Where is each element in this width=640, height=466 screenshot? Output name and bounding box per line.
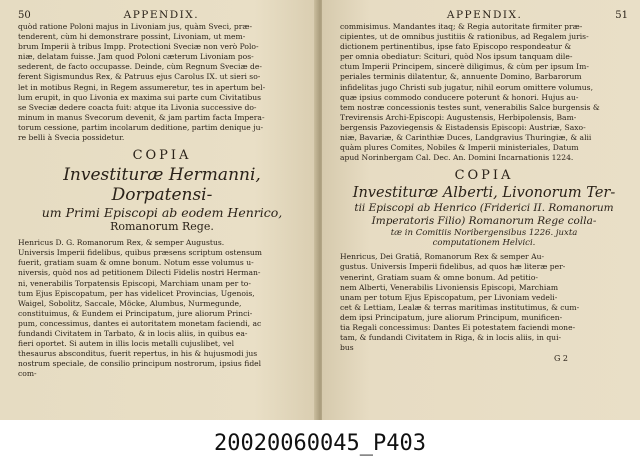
right-paragraph-2-line: dem ipsi Principatum, jure aliorum Principum, munificen- — [340, 312, 563, 322]
right-paragraph-2-line: unam per totum Ejus Episcopatum, per Livoniam vedeli- — [340, 292, 558, 302]
left-paragraph-2-line: pum, concessimus, dantes ei autoritatem monetam faciendi, ac — [18, 318, 262, 328]
left-paragraph-2-line: nostrum speciale, de consilio principum nostrorum, ipsius fidel — [18, 359, 262, 369]
left-paragraph-1-line: lum erupit, in quo Livonia ex maxima sui parte cum Civitatibus — [18, 92, 261, 102]
left-paragraph-1-line: se Sveciæ dedere coacta fuit: atque ita Livonia successive do- — [18, 102, 257, 112]
right-paragraph-2-line: Henricus, Dei Gratiâ, Romanorum Rex & semper Au- — [340, 252, 545, 262]
left-paragraph-1-line: ferent Sigismundus Rex, & Patruus ejus Carolus IX. ut sieri so- — [18, 72, 261, 82]
right-page — [322, 0, 640, 420]
right-paragraph-1-line: Trevirensis Archi-Episcopi: Augustensis, Herbipolensis, Bam- — [340, 112, 577, 122]
left-paragraph-2-line: thesaurus absconditus, fuerit repertus, in his & hujusmodi jus — [18, 349, 258, 359]
left-title-line-1: Investituræ Hermanni, Dorpatensi- — [63, 165, 261, 206]
right-title-line-4: tæ in Comitiis Noribergensibus 1226. juxta — [390, 228, 578, 239]
signature-mark: G 2 — [553, 354, 568, 364]
left-paragraph-1-line: torum cessione, partim incolarum deditione, partim denique ju- — [18, 122, 264, 132]
left-paragraph-1-line: quòd ratione Poloni majus in Livoniam jus, quàm Sveci, præ- — [18, 22, 253, 31]
left-paragraph-2-line: tum Ejus Episcopatum, per has videlicet Provincias, Ugenois, — [18, 288, 255, 298]
left-paragraph-1-line: let in motibus Regni, in Regem assumeretur, tes in apertum bel- — [18, 82, 266, 92]
right-paragraph-2-line: bus — [340, 343, 354, 353]
left-paragraph-2-line: fieri oportet. Si autem in illis locis metalli cujuslibet, vel — [18, 339, 235, 349]
right-paragraph-2-line: gustus. Universis Imperii fidelibus, ad quos hæ literæ per- — [340, 262, 566, 272]
right-paragraph-1-line: cipientes, ut de omnibus justitiis & rationibus, ad Regalem juris- — [340, 32, 589, 42]
right-paragraph-1-line: commisimus. Mandantes itaq; & Regia autoritate firmiter præ- — [340, 22, 583, 31]
right-paragraph-1-line: infidelitas jugo Christi sub jugatur, nihil eorum omittere volumus, — [340, 82, 593, 92]
right-paragraph-1-line: quàm plures Comites, Nobiles & Imperii ministeriales, Datum — [340, 143, 579, 153]
right-running-head — [340, 8, 628, 22]
left-page — [0, 0, 318, 420]
right-title-line-5: computationem Helvici. — [432, 238, 536, 249]
right-paragraph-1-line: bergensis Pazoviegensis & Eistadensis Episcopi: Austriæ, Saxo- — [340, 122, 586, 132]
right-paragraph-1-line: niæ, Bavariæ, & Carinthiæ Duces, Landgravius Thuringiæ, & alii — [340, 133, 592, 143]
left-paragraph-2-line: ni, venerabilis Torpatensis Episcopi, Marchiam unam per to- — [18, 278, 251, 288]
right-title-line-3: Imperatoris Filio) Romanorum Rege colla- — [371, 215, 597, 228]
right-title-line-2: tii Episcopi ab Henrico (Friderici II. Romanorum — [354, 202, 614, 215]
right-paragraph-1-line: periales terminis dilatentur, &, annuente Domino, Barbarorum — [340, 72, 582, 82]
right-paragraph-2-line: nem Alberti, Venerabilis Livoniensis Episcopi, Marchiam — [340, 282, 559, 292]
right-paragraph-2-line: tia Regali concessimus: Dantes Ei potestatem faciendi mone- — [340, 322, 576, 332]
left-paragraph-2-line: constituimus, & Eundem ei Principatum, jure aliorum Princi- — [18, 308, 253, 318]
archive-caption: 20020060045_P403 — [0, 420, 640, 466]
left-paragraph-2-line: Waigel, Sobolitz, Saccale, Möcke, Alumbus, Nurmegunde, — [18, 298, 242, 308]
left-running-head — [18, 8, 306, 22]
right-title-line-1: Investituræ Alberti, Livonorum Ter- — [352, 185, 616, 202]
left-paragraph-2-line: fundandi Civitatem in Tarbato, & in locis aliis, in quibus ea- — [18, 328, 248, 338]
left-paragraph-2-line: Universis Imperii fidelibus, quibus præsens scriptum ostensum — [18, 248, 262, 258]
right-paragraph-2-line: cet & Lettiam, Lealæ & terras maritimas institutimus, & cum- — [340, 302, 580, 312]
left-copia-heading: COPIA — [132, 148, 192, 164]
left-paragraph-1-line: niæ, delatam fuisse. Jam quod Poloni cæterum Livoniam pos- — [18, 52, 254, 62]
right-paragraph-2-line: tam, & fundandi Civitatem in Riga, & in locis aliis, in qui- — [340, 333, 562, 343]
left-header-title: APPENDIX. — [123, 9, 200, 21]
right-paragraph-1-line: dictionem pertinentibus, ipse fato Episcopo respondeatur & — [340, 42, 572, 52]
left-paragraph-1-line: tenderent, cùm hi demonstrare possint, Livoniam, ut mem- — [18, 32, 246, 42]
right-paragraph-1-line: quæ ipsius commodo conducere poterunt & honori. Hujus au- — [340, 92, 579, 102]
left-paragraph-1-line: sederent, de facto occupasse. Deinde, cùm Regnum Sveciæ de- — [18, 62, 262, 72]
left-paragraph-1-line: minum in manus Svecorum devenit, & jam partim facta Impera- — [18, 112, 265, 122]
right-paragraph-2-line: venerint, Gratiam suam & omne bonum. Ad petitio- — [340, 272, 538, 282]
right-paragraph-1 — [340, 22, 628, 163]
left-paragraph-2-line: niversis, quòd nos ad petitionem Dilecti Fidelis nostri Herman- — [18, 268, 261, 278]
right-header-title: APPENDIX. — [446, 9, 523, 21]
right-copia-heading: COPIA — [454, 168, 514, 184]
left-paragraph-2-line: fuerit, gratiam suam & omne bonum. Notum esse volumus u- — [18, 258, 254, 268]
left-paragraph-2-line: Henricus D. G. Romanorum Rex, & semper Augustus. — [18, 238, 225, 248]
right-page-number: 51 — [615, 9, 628, 21]
left-title-line-3: Romanorum Rege. — [110, 220, 214, 234]
right-paragraph-1-line: apud Norinbergam Cal. Dec. An. Domini Incarnationis 1224. — [340, 153, 574, 163]
left-paragraph-1 — [18, 22, 306, 143]
left-page-number: 50 — [18, 9, 31, 21]
left-paragraph-2 — [18, 238, 306, 379]
right-paragraph-1-line: ctum Imperii Principem, sincerè diligimus, & cùm per ipsum Im- — [340, 62, 589, 72]
left-paragraph-2-line: com- — [18, 369, 37, 379]
right-paragraph-1-line: per omnia obediatur: Scituri, quòd Nos ipsum tanquam dile- — [340, 52, 573, 62]
left-title-line-2: um Primi Episcopi ab eodem Henrico, — [41, 205, 283, 221]
right-paragraph-1-line: tem nostræ concessionis testes sunt, venerabilis Salce burgensis & — [340, 102, 600, 112]
left-paragraph-1-line: brum Imperii à tribus Impp. Protectioni Sveciæ non verò Polo- — [18, 42, 259, 52]
left-paragraph-1-line: re belli à Svecia possidetur. — [18, 133, 125, 143]
right-paragraph-2 — [340, 252, 628, 353]
